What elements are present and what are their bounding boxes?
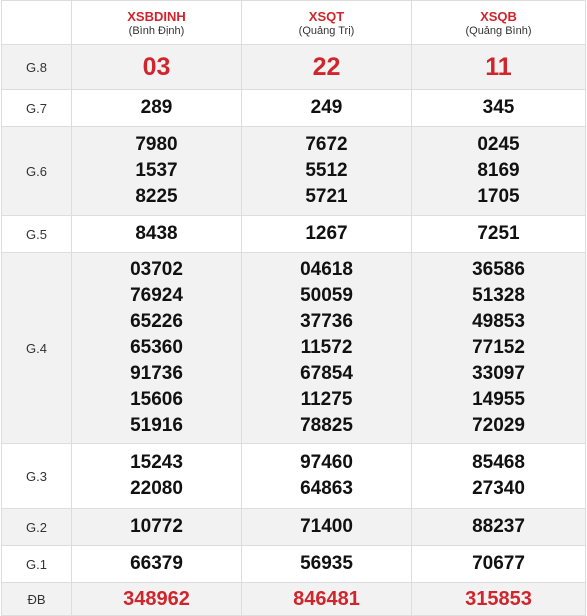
prize-cell: [412, 546, 586, 583]
prize-cell: [72, 444, 242, 509]
prize-number: 67854: [300, 363, 353, 384]
prize-number: 8438: [135, 223, 178, 244]
prize-number: 70677: [472, 553, 525, 574]
prize-number: 66379: [130, 553, 183, 574]
prize-row: [2, 127, 586, 216]
prize-number: 51328: [472, 285, 525, 306]
prize-number: 49853: [472, 311, 525, 332]
prize-number: 7672: [305, 134, 348, 155]
prize-number: 11572: [300, 337, 353, 358]
prize-cell: [242, 127, 412, 216]
prize-label: G.5: [2, 216, 72, 253]
prize-number: 65226: [130, 311, 183, 332]
results-table: [1, 0, 586, 616]
header-province-1[interactable]: [72, 1, 242, 45]
prize-number: 33097: [472, 363, 525, 384]
prize-label: G.1: [2, 546, 72, 583]
prize-number: 249: [310, 97, 343, 118]
prize-number: 348962: [123, 588, 190, 610]
prize-cell: [412, 253, 586, 444]
prize-cell: [412, 127, 586, 216]
prize-number: 11275: [300, 389, 353, 410]
prize-number: 91736: [130, 363, 183, 384]
prize-row: [2, 216, 586, 253]
prize-number: 5512: [305, 160, 348, 181]
prize-number: 97460: [300, 452, 353, 473]
prize-cell: [412, 444, 586, 509]
prize-number: 88237: [472, 516, 525, 537]
prize-cell: [72, 509, 242, 546]
prize-label: ĐB: [2, 583, 72, 616]
prize-number: 1537: [135, 160, 178, 181]
province-code[interactable]: XSQT: [308, 9, 345, 24]
prize-cell: [72, 216, 242, 253]
prize-cell: [72, 546, 242, 583]
province-name: (Quảng Trị): [298, 25, 355, 37]
prize-number: 345: [482, 97, 515, 118]
prize-number: 85468: [472, 452, 525, 473]
prize-number: 36586: [472, 259, 525, 280]
prize-label: G.8: [2, 45, 72, 90]
prize-number: 5721: [305, 186, 348, 207]
prize-number: 15606: [130, 389, 183, 410]
prize-cell: [72, 583, 242, 616]
prize-number: 03702: [130, 259, 183, 280]
prize-number: 65360: [130, 337, 183, 358]
province-code[interactable]: XSBDINH: [127, 9, 186, 24]
prize-number: 315853: [465, 588, 532, 610]
prize-number: 8169: [477, 160, 520, 181]
prize-number: 78825: [300, 415, 353, 436]
prize-label: G.4: [2, 253, 72, 444]
prize-number: 51916: [130, 415, 183, 436]
prize-row: [2, 509, 586, 546]
prize-number: 72029: [472, 415, 525, 436]
prize-label: G.7: [2, 90, 72, 127]
prize-number: 10772: [130, 516, 183, 537]
prize-number: 11: [485, 53, 512, 81]
prize-number: 22080: [130, 478, 183, 499]
header-province-2[interactable]: [242, 1, 412, 45]
prize-cell: [412, 90, 586, 127]
prize-number: 04618: [300, 259, 353, 280]
prize-cell: [412, 216, 586, 253]
prize-label: G.2: [2, 509, 72, 546]
prize-number: 37736: [300, 311, 353, 332]
prize-number: 0245: [477, 134, 520, 155]
prize-number: 64863: [300, 478, 353, 499]
prize-number: 27340: [472, 478, 525, 499]
header-corner: [2, 1, 72, 45]
prize-row: [2, 45, 586, 90]
prize-row: [2, 444, 586, 509]
prize-label: G.6: [2, 127, 72, 216]
province-name: (Bình Định): [128, 25, 185, 37]
prize-row: [2, 546, 586, 583]
prize-number: 8225: [135, 186, 178, 207]
prize-cell: [242, 509, 412, 546]
prize-cell: [72, 127, 242, 216]
prize-number: 7980: [135, 134, 178, 155]
prize-number: 15243: [130, 452, 183, 473]
prize-row: [2, 90, 586, 127]
prize-number: 7251: [477, 223, 520, 244]
prize-row: [2, 253, 586, 444]
prize-number: 14955: [472, 389, 525, 410]
prize-cell: [72, 45, 242, 90]
prize-number: 03: [142, 53, 171, 81]
province-name: (Quảng Bình): [465, 25, 532, 37]
prize-label: G.3: [2, 444, 72, 509]
prize-cell: [412, 509, 586, 546]
header-province-3[interactable]: [412, 1, 586, 45]
prize-number: 289: [140, 97, 173, 118]
prize-row: [2, 583, 586, 616]
prize-cell: [72, 253, 242, 444]
prize-cell: [242, 90, 412, 127]
prize-cell: [242, 444, 412, 509]
prize-number: 50059: [300, 285, 353, 306]
prize-number: 76924: [130, 285, 183, 306]
prize-cell: [242, 45, 412, 90]
header-row: [2, 1, 586, 45]
prize-number: 56935: [300, 553, 353, 574]
province-code[interactable]: XSQB: [480, 9, 517, 24]
prize-cell: [242, 583, 412, 616]
prize-number: 77152: [472, 337, 525, 358]
prize-number: 1705: [477, 186, 520, 207]
prize-cell: [242, 546, 412, 583]
prize-rows: [2, 45, 586, 616]
prize-number: 846481: [293, 588, 360, 610]
prize-cell: [242, 253, 412, 444]
prize-cell: [72, 90, 242, 127]
prize-cell: [412, 583, 586, 616]
prize-number: 22: [312, 53, 341, 81]
prize-cell: [412, 45, 586, 90]
prize-number: 71400: [300, 516, 353, 537]
prize-number: 1267: [305, 223, 348, 244]
prize-cell: [242, 216, 412, 253]
